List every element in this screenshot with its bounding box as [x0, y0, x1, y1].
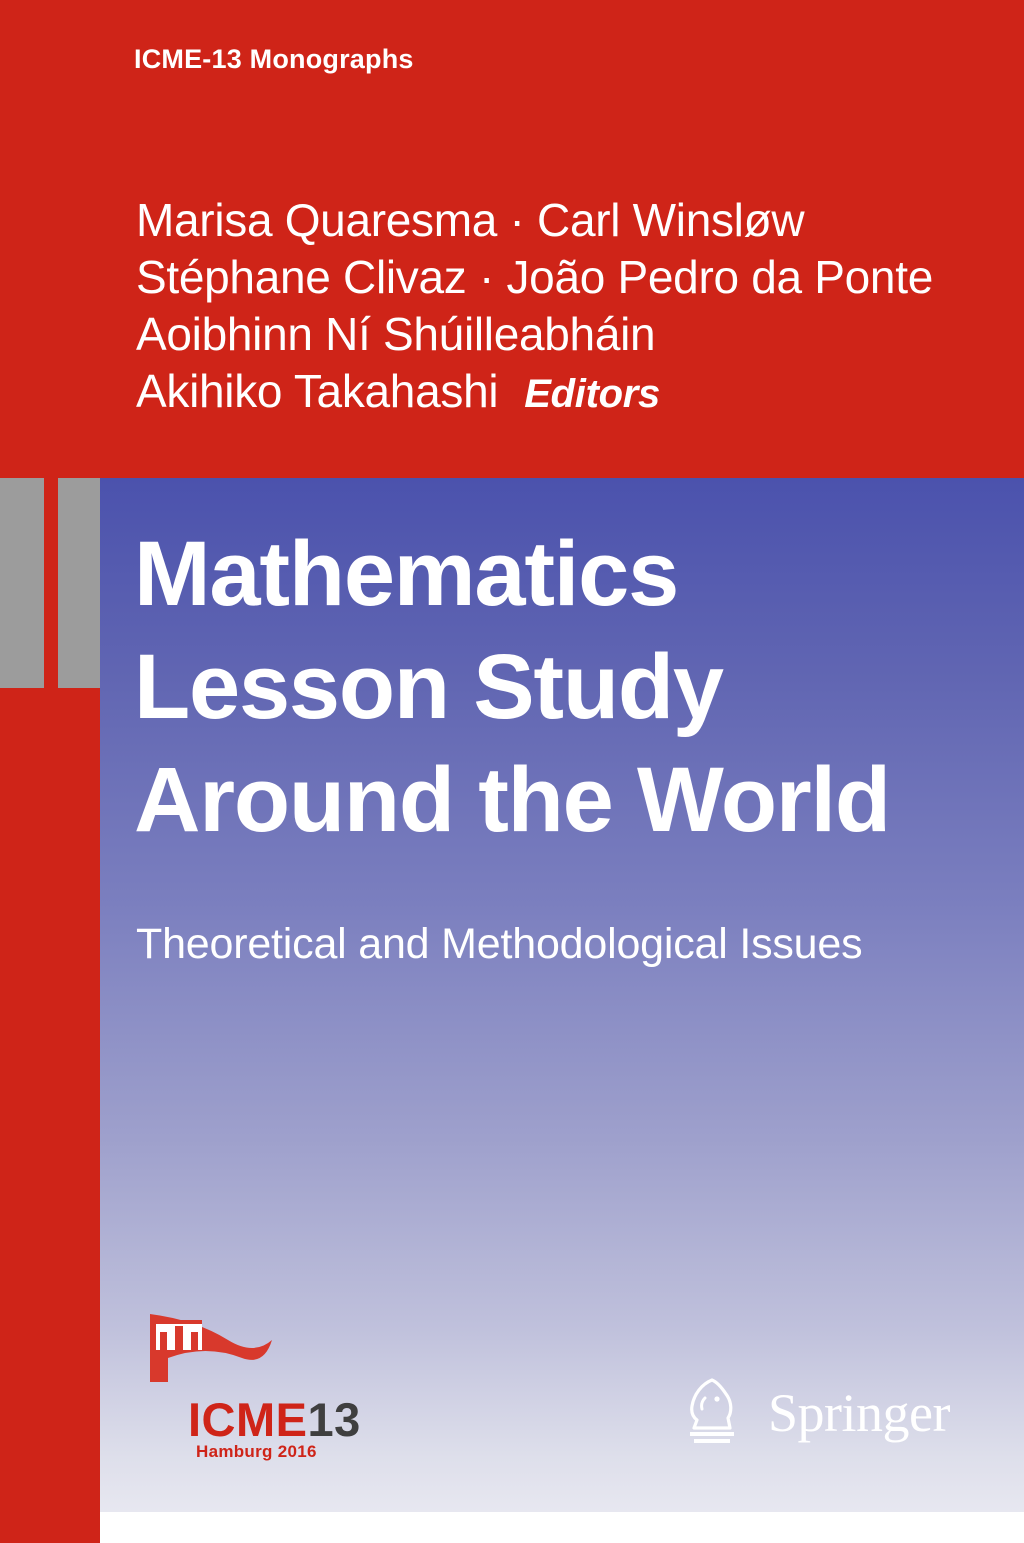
editors-label: Editors: [524, 372, 660, 416]
icme-number: 13: [307, 1393, 361, 1446]
author-line-4-wrapper: [136, 363, 956, 423]
publisher-logo: [672, 1372, 950, 1462]
page-title: [134, 518, 994, 857]
page-subtitle: Theoretical and Methodological Issues: [136, 920, 863, 968]
author-list: [136, 192, 956, 423]
author-line-1: Marisa Quaresma · Carl Winsløw: [136, 194, 805, 246]
series-title: ICME-13 Monographs: [134, 44, 414, 74]
icme-word-text: ICME: [188, 1393, 308, 1446]
title-line-3: Around the World: [134, 749, 890, 851]
title-line-2: Lesson Study: [134, 636, 723, 738]
hamburg-castle-flag-icon: [146, 1310, 278, 1388]
author-line-2: Stéphane Clivaz · João Pedro da Ponte: [136, 251, 933, 303]
title-line-1: Mathematics: [134, 523, 679, 625]
icme-subtitle: Hamburg 2016: [196, 1442, 317, 1461]
icme-logo: [140, 1310, 400, 1490]
left-red-notch: [44, 478, 58, 688]
author-line-4: Akihiko Takahashi: [136, 365, 499, 417]
icme-wordmark: [188, 1392, 361, 1447]
bottom-left-red-block: [0, 1500, 100, 1543]
bottom-white-margin: [0, 1512, 1024, 1543]
author-line-3: Aoibhinn Ní Shúilleabháin: [136, 308, 656, 360]
springer-knight-icon: [672, 1372, 752, 1452]
publisher-name: Springer: [768, 1383, 950, 1443]
